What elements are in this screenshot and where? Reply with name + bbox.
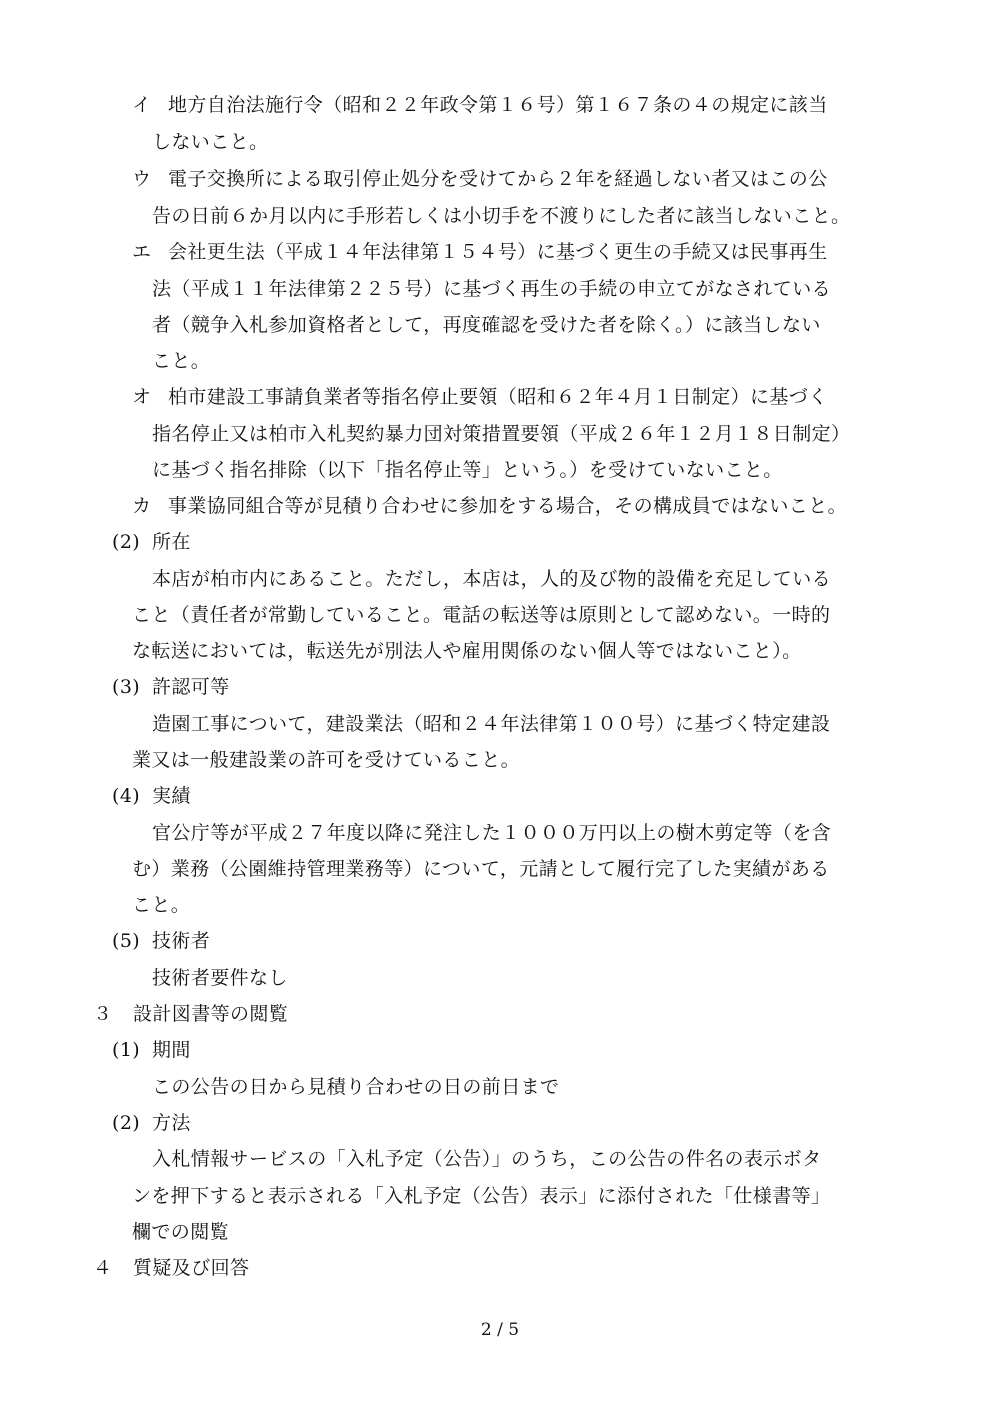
item-e-line-3: 者（競争入札参加資格者として，再度確認を受けた者を除く。）に該当しない (152, 314, 821, 336)
section-3-2-line-2: ンを押下すると表示される「入札予定（公告）表示」に添付された「仕様書等」 (132, 1185, 831, 1207)
page-number: 2 / 5 (480, 1320, 520, 1340)
section-2-4-line-2: む）業務（公園維持管理業務等）について，元請として履行完了した実績がある (132, 858, 830, 880)
section-3-2-line-3: 欄での閲覧 (132, 1221, 230, 1243)
section-4-heading: ４ 質疑及び回答 (93, 1257, 250, 1279)
item-o-line-1: オ 柏市建設工事請負業者等指名停止要領（昭和６２年４月１日制定）に基づく (132, 386, 828, 408)
item-e-line-2: 法（平成１１年法律第２２５号）に基づく再生の手続の申立てがなされている (152, 278, 832, 300)
item-u-marker: ウ (132, 168, 152, 190)
section-2-3-line-2: 業又は一般建設業の許可を受けていること。 (132, 749, 521, 771)
section-2-2-line-3: な転送においては，転送先が別法人や雇用関係のない個人等ではないこと）。 (132, 640, 802, 662)
item-e-line-1: エ 会社更生法（平成１４年法律第１５４号）に基づく更生の手続又は民事再生 (132, 241, 828, 263)
section-3-2-line-1: 入札情報サービスの「入札予定（公告）」のうち，この公告の件名の表示ボタ (152, 1148, 822, 1170)
item-i-line-2: しないこと。 (152, 131, 269, 153)
item-ka-line-1: カ 事業協同組合等が見積り合わせに参加をする場合，その構成員ではないこと。 (132, 495, 848, 517)
item-u-line-1: ウ 電子交換所による取引停止処分を受けてから２年を経過しない者又はこの公 (132, 168, 828, 190)
item-ka-marker: カ (132, 495, 152, 517)
section-2-2-heading: (2) 所在 (112, 531, 191, 553)
section-2-5-line-1: 技術者要件なし (152, 967, 288, 989)
section-3-1-heading: (1) 期間 (112, 1039, 191, 1061)
item-e-line-4: こと。 (152, 350, 211, 372)
section-2-5-heading: (5) 技術者 (112, 930, 211, 952)
section-2-4-line-3: こと。 (132, 894, 191, 916)
item-e-marker: エ (132, 241, 152, 263)
item-o-line-3: に基づく指名排除（以下「指名停止等」という。）を受けていないこと。 (152, 459, 783, 481)
section-3-1-line-1: この公告の日から見積り合わせの日の前日まで (152, 1076, 560, 1098)
section-2-3-heading: (3) 許認可等 (112, 676, 230, 698)
item-i-line-1: イ 地方自治法施行令（昭和２２年政令第１６号）第１６７条の４の規定に該当 (132, 94, 828, 116)
item-o-line-2: 指名停止又は柏市入札契約暴力団対策措置要領（平成２６年１２月１８日制定） (152, 423, 851, 445)
section-3-2-heading: (2) 方法 (112, 1112, 191, 1134)
item-o-marker: オ (132, 386, 152, 408)
item-u-line-2: 告の日前６か月以内に手形若しくは小切手を不渡りにした者に該当しないこと。 (152, 205, 851, 227)
item-i-marker: イ (132, 94, 152, 116)
section-2-4-line-1: 官公庁等が平成２７年度以降に発注した１０００万円以上の樹木剪定等（を含 (152, 822, 832, 844)
section-2-2-line-2: こと（責任者が常勤していること。電話の転送等は原則として認めない。一時的 (132, 604, 831, 626)
section-2-2-line-1: 本店が柏市内にあること。ただし，本店は，人的及び物的設備を充足している (152, 568, 832, 590)
section-2-4-heading: (4) 実績 (112, 785, 191, 807)
section-2-3-line-1: 造園工事について，建設業法（昭和２４年法律第１００号）に基づく特定建設 (152, 713, 831, 735)
section-3-heading: ３ 設計図書等の閲覧 (93, 1003, 289, 1025)
